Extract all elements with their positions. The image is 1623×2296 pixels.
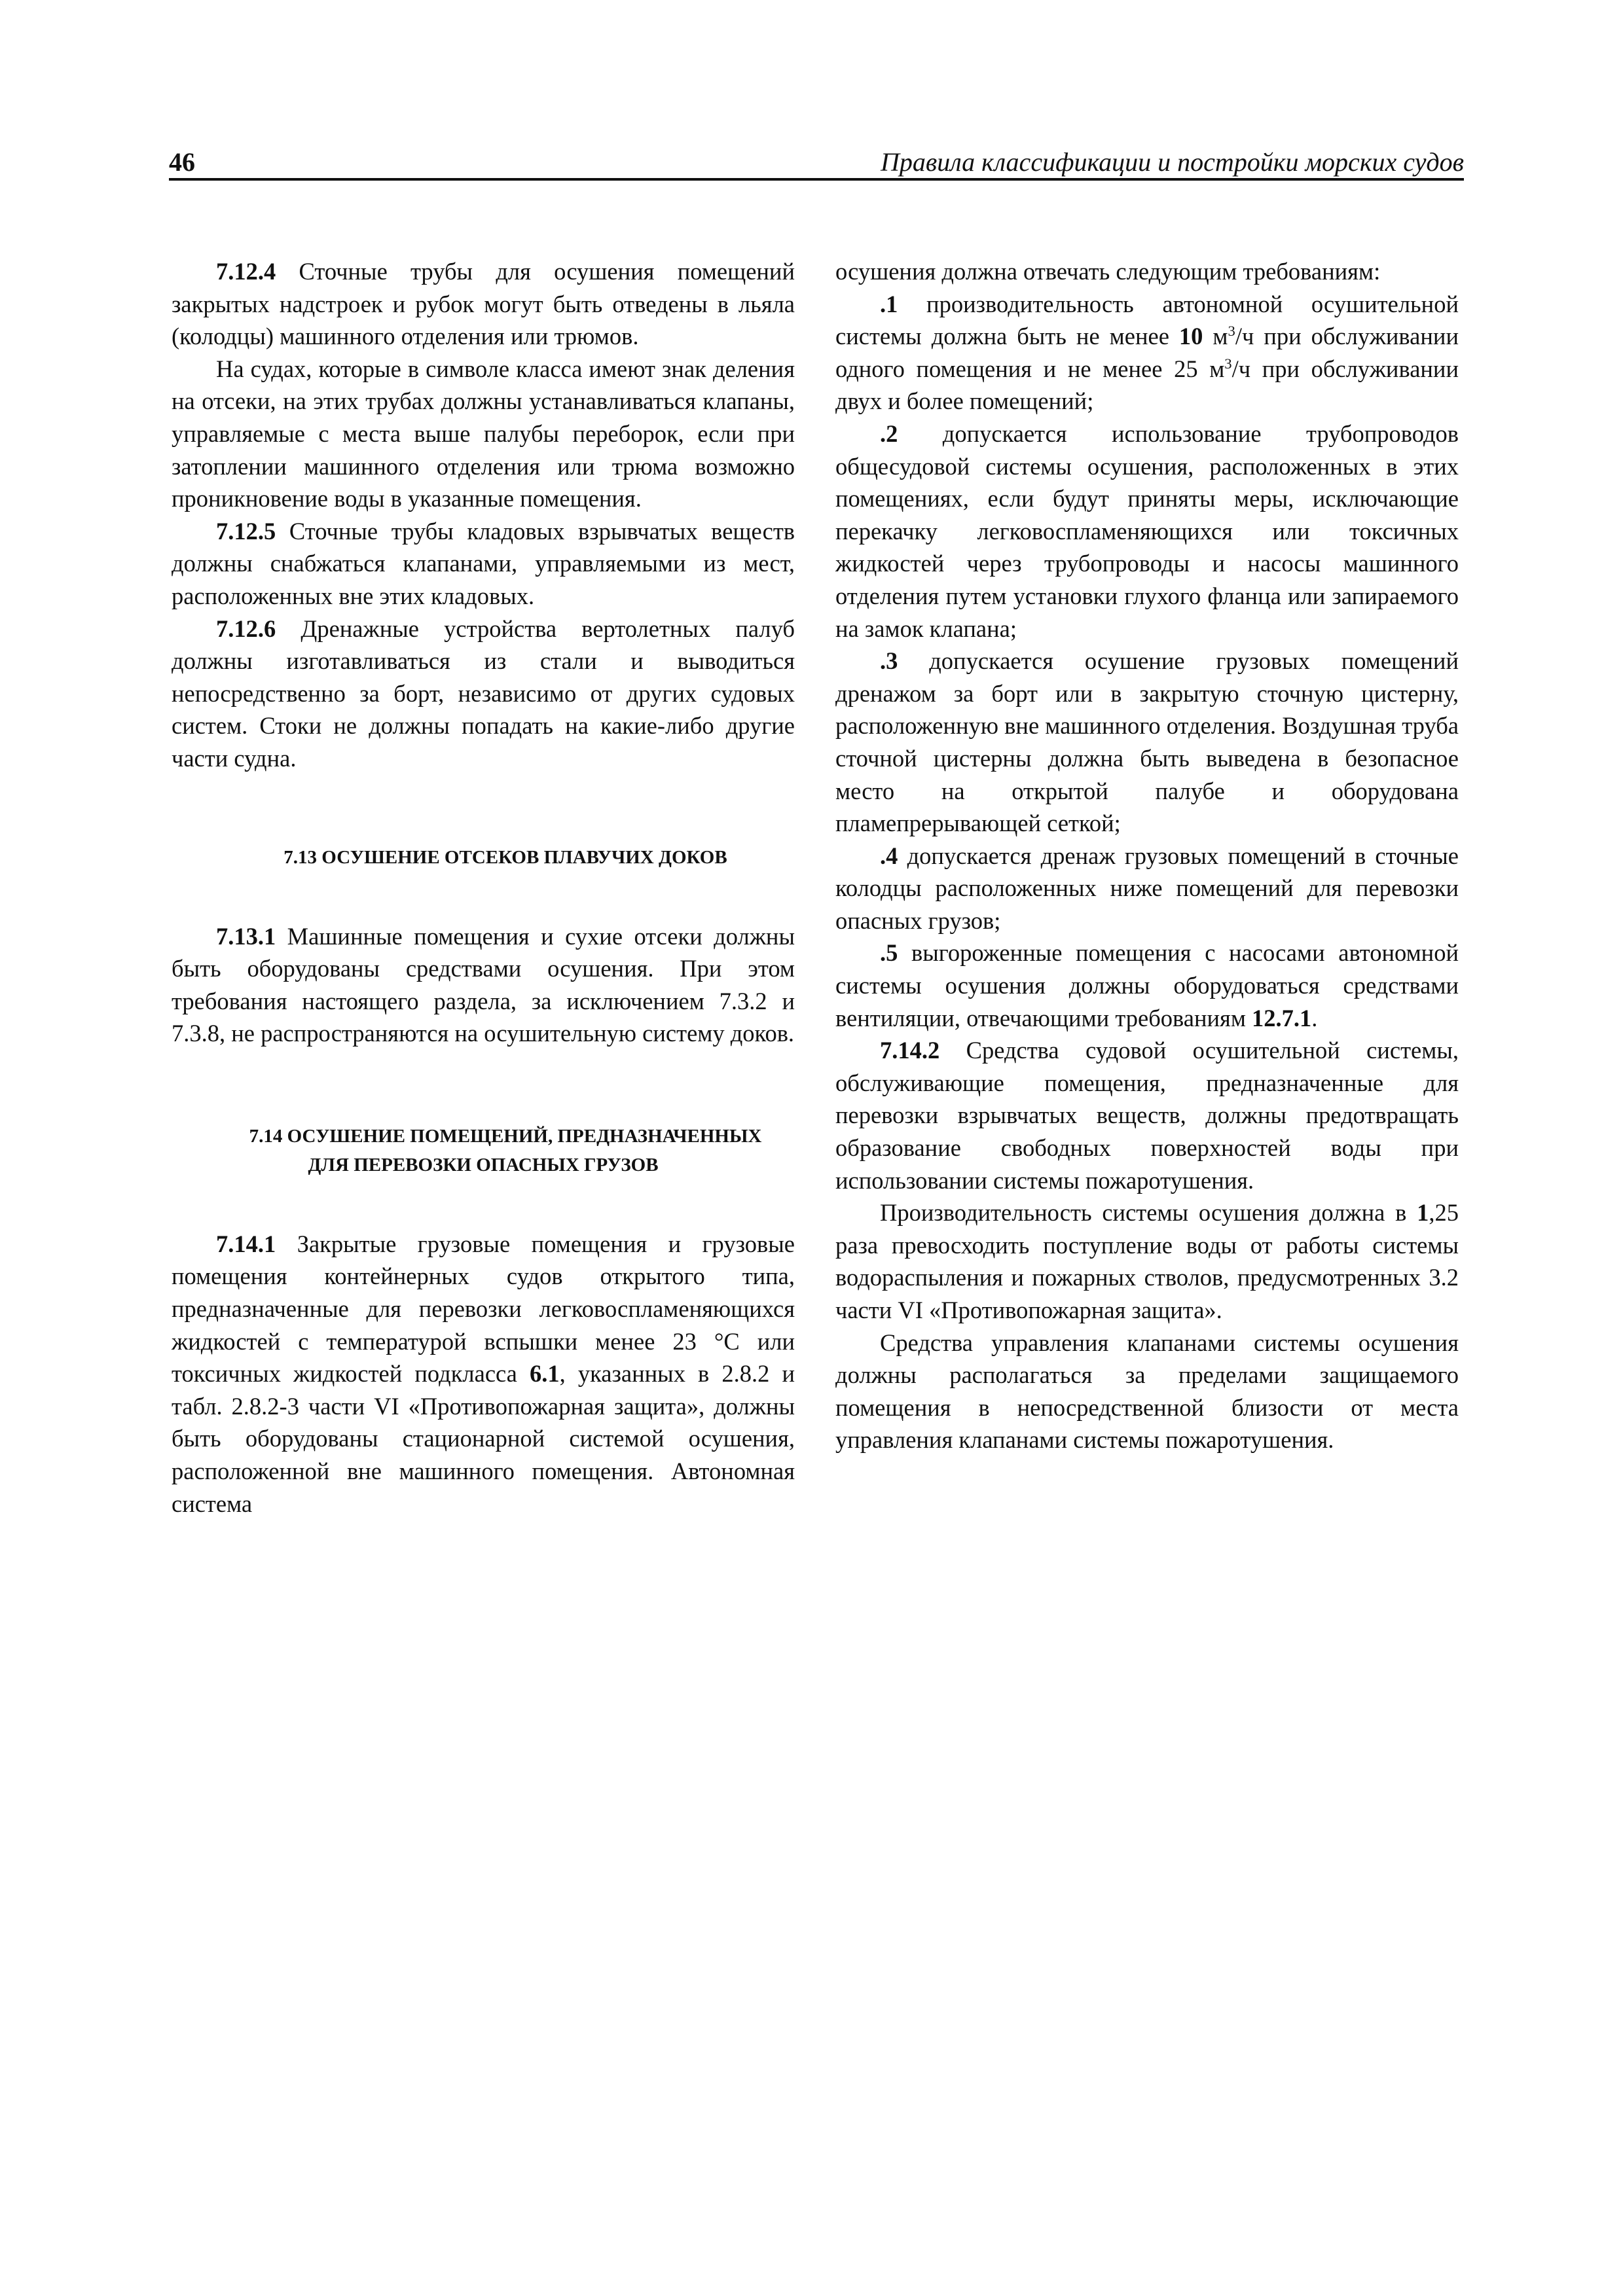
paragraph-text: Дренажные устройства вертолетных палуб должны изготавливаться из стали и выводиться непосредственно за борт, независимо от других судовых систем. Стоки не должны попадать на какие-либо другие части судна. (172, 615, 795, 772)
clause-number: 7.12.6 (216, 615, 276, 642)
bold-inline: 10 (1178, 323, 1203, 350)
paragraph-7-14-1 (172, 1228, 795, 1520)
unit-text: м (1203, 323, 1228, 350)
paragraph-text: Закрытые грузовые помещения и грузовые помещения контейнерных судов открытого типа, предназначенные для перевозки легковоспламеняющихся жидкостей с температурой вспышки менее 23 °С или токсичных жидкостей подкласса (172, 1230, 795, 1388)
paragraph-7-12-5 (172, 515, 795, 613)
paragraph-performance (835, 1196, 1459, 1326)
paragraph-text: Сточные трубы для осушения помещений закрытых надстроек и рубок могут быть отведены в льяла (колодцы) машинного отделения или трюмов. (172, 258, 795, 350)
clause-number: 7.12.4 (216, 258, 276, 285)
spacer (172, 775, 795, 843)
paragraph-text: выгороженные помещения с насосами автономной системы осушения должны оборудоваться средствами вентиляции, отвечающими требованиям (835, 939, 1459, 1031)
spacer (172, 872, 795, 920)
section-heading-7-14 (172, 1122, 795, 1179)
superscript: 3 (1228, 323, 1235, 340)
paragraph-text: допускается дренаж грузовых помещений в сточные колодцы расположенных ниже помещений для перевозки опасных грузов; (835, 842, 1459, 934)
section-heading-7-13: 7.13 ОСУШЕНИЕ ОТСЕКОВ ПЛАВУЧИХ ДОКОВ (283, 846, 727, 868)
running-title: Правила классификации и постройки морских судов (880, 147, 1464, 177)
superscript: 3 (1224, 355, 1232, 372)
paragraph-text: Производительность системы осушения должна в (880, 1199, 1417, 1227)
paragraph-text: Средства судовой осушительной системы, обслуживающие помещения, предназначенные для перевозки взрывчатых веществ, должны предотвращать образование свободных поверхностей воды при использовании системы пожаротушения. (835, 1037, 1459, 1194)
bold-inline: 1 (1417, 1199, 1429, 1227)
paragraph-7-12-6 (172, 613, 795, 775)
heading-line: ДЛЯ ПЕРЕВОЗКИ ОПАСНЫХ ГРУЗОВ (308, 1154, 659, 1175)
spacer (172, 1179, 795, 1228)
item-number: .3 (880, 647, 898, 675)
clause-number: 7.13.1 (216, 922, 276, 950)
paragraph-text: Сточные трубы кладовых взрывчатых веществ должны снабжаться клапанами, управляемыми из мест, расположенных вне этих кладовых. (172, 517, 795, 609)
list-item-5 (835, 937, 1459, 1034)
heading-line: 7.14 ОСУШЕНИЕ ПОМЕЩЕНИЙ, ПРЕДНАЗНАЧЕННЫХ (249, 1125, 762, 1147)
paragraph-text: производительность автономной осушительной системы должна быть не менее (835, 290, 1459, 350)
paragraph-7-12-4-b: На судах, которые в символе класса имеют знак деления на отсеки, на этих трубах должны устанавливаться клапаны, управляемые с места выше палубы переборок, если при затоплении машинного отделения или трюма возможно проникновение воды в указанные помещения. (172, 355, 795, 512)
bold-inline: 12.7.1 (1252, 1004, 1312, 1031)
item-number: .2 (880, 420, 898, 447)
clause-number: 7.12.5 (216, 517, 276, 545)
paragraph-continuation: осушения должна отвечать следующим требованиям: (835, 258, 1381, 285)
list-item-1 (835, 288, 1459, 418)
clause-number: 7.14.2 (880, 1037, 940, 1064)
bold-inline: 6.1 (530, 1360, 560, 1388)
paragraph-text: /ч при обслуживании двух и более помещений; (835, 355, 1459, 415)
left-column (172, 255, 795, 1520)
item-number: .1 (880, 290, 898, 317)
clause-number: 7.14.1 (216, 1230, 276, 1257)
list-item-4 (835, 840, 1459, 937)
paragraph-text: /ч при обслуживании одного помещения и не менее 25 м (835, 323, 1459, 382)
page-number: 46 (169, 147, 195, 177)
spacer (172, 1050, 795, 1122)
paragraph-text: , указанных в 2.8.2 и табл. 2.8.2-3 части VI «Противопожарная защита», должны быть оборудованы стационарной системой осушения, расположенной вне машинного помещения. Автономная система (172, 1360, 795, 1517)
page-header (169, 143, 1464, 182)
item-number: .4 (880, 842, 898, 869)
paragraph-valve-controls: Средства управления клапанами системы осушения должны располагаться за пределами защищаемого помещения в непосредственной близости от места управления клапанами системы пожаротушения. (835, 1329, 1459, 1454)
paragraph-text: допускается осушение грузовых помещений дренажом за борт или в закрытую сточную цистерну, расположенную вне машинного отделения. Воздушная труба сточной цистерны должна быть выведена в безопасное место на открытой палубе и оборудована пламепрерывающей сеткой; (835, 647, 1459, 837)
paragraph-text: . (1311, 1004, 1318, 1031)
paragraph-text: Машинные помещения и сухие отсеки должны быть оборудованы средствами осушения. При этом требования настоящего раздела, за исключением 7.3.2 и 7.3.8, не распространяются на осушительную систему доков. (172, 922, 795, 1047)
paragraph-7-14-2 (835, 1034, 1459, 1196)
header-rule (169, 178, 1464, 181)
right-column (835, 255, 1459, 1456)
item-number: .5 (880, 939, 898, 967)
paragraph-7-13-1 (172, 920, 795, 1050)
paragraph-7-12-4 (172, 255, 795, 353)
list-item-3 (835, 645, 1459, 840)
list-item-2 (835, 418, 1459, 645)
paragraph-text: ,25 раза превосходить поступление воды от работы системы водораспыления и пожарных стволов, предусмотренных 3.2 части VI «Противопожарная защита». (835, 1199, 1459, 1323)
paragraph-text: допускается использование трубопроводов общесудовой системы осушения, расположенных в этих помещениях, если будут приняты меры, исключающие перекачку легковоспламеняющихся или токсичных жидкостей через трубопроводы и насосы машинного отделения путем установки глухого фланца или запираемого на замок клапана; (835, 420, 1459, 642)
